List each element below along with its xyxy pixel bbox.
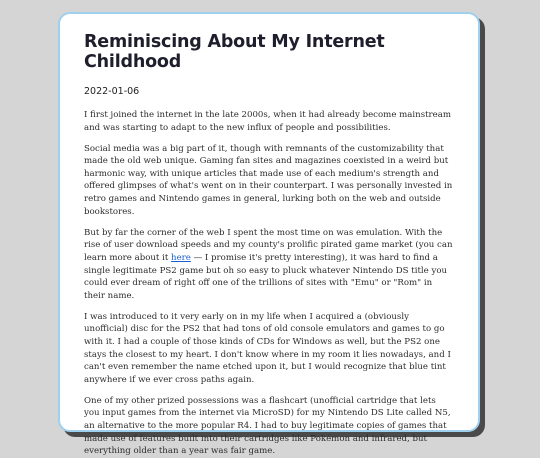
post-paragraph: Social media was a big part of it, though with remnants of the customizability that made the old web unique. Gaming fan sites and magazines coexisted in a weird but harmonic way, with unique articles that made use of each medium's strength and offered glimpses of what's went on in their counterpart. I was personally invested in retro games and Nintendo games in general, lurking both on the web and outside bookstores. [84,143,453,217]
paragraph-text: But by far the corner of the web I spent the most time on was emulation. With the rise of user download speeds and my county's prolific pirated game market (you can learn more about it [84,227,453,263]
post-paragraph: I was introduced to it very early on in my life when I acquired a (obviously unofficial) disc for the PS2 that had tons of old console emulators and games to go with it. I had a couple of those kinds of CDs for Windows as well, but the PS2 one stays the closest to my heart. I don't know where in my room it lies nowadays, and I can't even remember the name etched upon it, but I would recognize that blue tint anywhere if we ever cross paths again. [84,311,451,385]
post-paragraph [84,227,454,303]
here-link[interactable]: here [171,252,191,263]
post-paragraph: One of my other prized possessions was a flashcart (unofficial cartridge that lets you input games from the internet via MicroSD) for my Nintendo DS Lite called N5, an alternative to the more popular R4. I had to buy legitimate copies of games that made use of features built into their cartridges like Pokémon and infrared, but everything older than a year was fair game. [84,395,451,457]
post-title: Reminiscing About My Internet Childhood [84,32,385,72]
post-card [58,12,480,457]
paragraph-text: — I promise it's pretty interesting), it was hard to find a single legitimate PS2 game but oh so easy to pluck whatever Nintendo DS title you could ever dream of right off one of the trillions of sites with "Emu" or "Rom" in their name. [84,252,448,301]
post-paragraph: I first joined the internet in the late 2000s, when it had already become mainstream and was starting to adapt to the new influx of people and possibilities. [84,110,452,133]
post-date: 2022-01-06 [84,86,140,97]
